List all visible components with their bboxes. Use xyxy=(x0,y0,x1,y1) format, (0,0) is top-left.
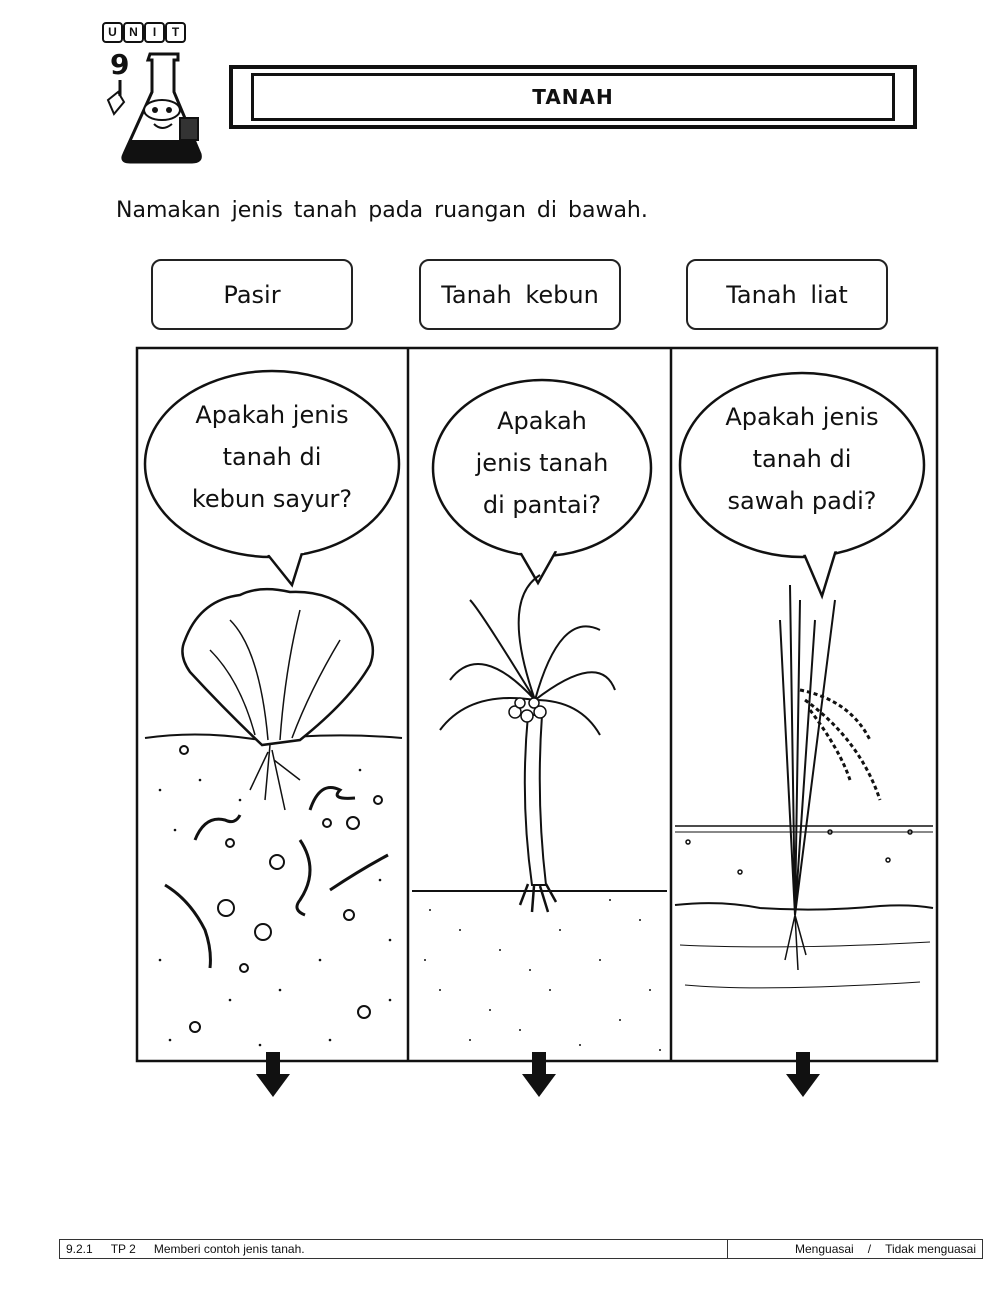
paddy-clay-illustration xyxy=(675,585,933,988)
bubble-question-3: Apakah jenis tanah di sawah padi? xyxy=(725,403,879,515)
status-separator: / xyxy=(867,1242,872,1256)
unit-letter: I xyxy=(144,22,165,43)
footer-code: 9.2.1 xyxy=(66,1242,93,1256)
answer-box-tanah-liat[interactable]: Tanah liat xyxy=(686,259,888,330)
footer-bar xyxy=(59,1239,983,1259)
footer-status xyxy=(728,1240,982,1258)
footer-tp: TP 2 xyxy=(110,1242,136,1256)
status-option-menguasai[interactable]: Menguasai xyxy=(795,1242,854,1256)
status-option-tidak-menguasai[interactable]: Tidak menguasai xyxy=(885,1242,976,1256)
bubble-question-2: Apakah jenis tanah di pantai? xyxy=(475,407,609,519)
answer-box-pasir[interactable]: Pasir xyxy=(151,259,353,330)
arrow-down-icon xyxy=(522,1052,556,1097)
coconut-tree-sand-illustration xyxy=(412,575,667,1051)
instruction-text: Namakan jenis tanah pada ruangan di bawah. xyxy=(116,198,648,223)
bubble-question-1: Apakah jenis tanah di kebun sayur? xyxy=(191,401,353,513)
answer-box-tanah-kebun[interactable]: Tanah kebun xyxy=(419,259,621,330)
arrow-down-icon xyxy=(256,1052,290,1097)
footer-objective xyxy=(60,1240,728,1258)
arrow-down-icon xyxy=(786,1052,820,1097)
lettuce-soil-illustration xyxy=(145,589,402,1046)
page-title: TANAH xyxy=(532,85,614,109)
unit-letter: N xyxy=(123,22,144,43)
unit-letter: U xyxy=(102,22,123,43)
unit-number: 9 xyxy=(110,48,130,81)
unit-letter: T xyxy=(165,22,186,43)
footer-description: Memberi contoh jenis tanah. xyxy=(153,1242,305,1256)
